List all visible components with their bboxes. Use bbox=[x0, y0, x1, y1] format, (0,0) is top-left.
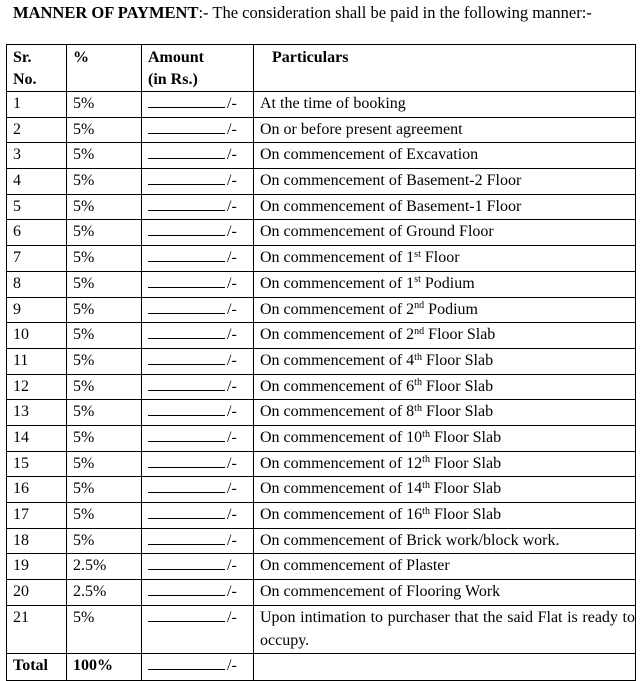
cell-particulars: On commencement of Basement-1 Floor bbox=[254, 194, 636, 220]
table-row bbox=[7, 374, 636, 400]
amount-suffix: /- bbox=[227, 656, 237, 674]
cell-particulars: On commencement of Excavation bbox=[254, 143, 636, 169]
amount-suffix: /- bbox=[227, 506, 237, 523]
table-row bbox=[7, 92, 636, 118]
cell-sr-no: 19 bbox=[7, 554, 67, 580]
cell-percent: 5% bbox=[67, 503, 142, 529]
cell-percent: 5% bbox=[67, 528, 142, 554]
header-amount: Amount (in Rs.) bbox=[142, 45, 254, 92]
cell-particulars: On commencement of 6th Floor Slab bbox=[254, 374, 636, 400]
amount-suffix: /- bbox=[227, 120, 237, 138]
cell-particulars: On commencement of 12th Floor Slab bbox=[254, 451, 636, 477]
cell-percent: 5% bbox=[67, 374, 142, 400]
table-row bbox=[7, 605, 636, 653]
table-row bbox=[7, 503, 636, 529]
table-row bbox=[7, 425, 636, 451]
amount-blank-line bbox=[148, 323, 225, 339]
cell-amount-blank bbox=[142, 425, 254, 451]
cell-sr-no: 3 bbox=[7, 143, 67, 169]
amount-suffix: /- bbox=[227, 95, 237, 112]
amount-suffix: /- bbox=[227, 351, 237, 369]
amount-blank-line bbox=[148, 529, 225, 545]
cell-percent: 5% bbox=[67, 477, 142, 503]
cell-amount-blank bbox=[142, 194, 254, 220]
cell-sr-no: 14 bbox=[7, 425, 67, 451]
amount-blank-line bbox=[148, 606, 225, 622]
cell-particulars: On commencement of 1st Podium bbox=[254, 271, 636, 297]
amount-blank-line bbox=[148, 503, 225, 519]
cell-sr-no: 20 bbox=[7, 580, 67, 606]
amount-blank-line bbox=[148, 400, 225, 416]
cell-amount-blank bbox=[142, 271, 254, 297]
total-percent: 100% bbox=[67, 653, 142, 680]
amount-suffix: /- bbox=[227, 454, 237, 472]
cell-percent: 5% bbox=[67, 92, 142, 118]
cell-particulars: On or before present agreement bbox=[254, 117, 636, 143]
cell-particulars: On commencement of Flooring Work bbox=[254, 580, 636, 606]
amount-blank-line bbox=[148, 220, 225, 236]
cell-particulars: At the time of booking bbox=[254, 92, 636, 118]
cell-amount-blank bbox=[142, 503, 254, 529]
table-row bbox=[7, 554, 636, 580]
table-row bbox=[7, 477, 636, 503]
table-row bbox=[7, 220, 636, 246]
cell-percent: 5% bbox=[67, 220, 142, 246]
table-row bbox=[7, 348, 636, 374]
cell-percent: 5% bbox=[67, 605, 142, 653]
cell-percent: 5% bbox=[67, 194, 142, 220]
cell-percent: 5% bbox=[67, 400, 142, 426]
table-row bbox=[7, 143, 636, 169]
cell-percent: 5% bbox=[67, 169, 142, 195]
cell-amount-blank bbox=[142, 143, 254, 169]
amount-blank-line bbox=[148, 477, 225, 493]
table-header-row bbox=[7, 45, 636, 92]
cell-particulars: On commencement of 10th Floor Slab bbox=[254, 425, 636, 451]
header-particulars: Particulars bbox=[254, 45, 636, 92]
cell-sr-no: 13 bbox=[7, 400, 67, 426]
amount-suffix: /- bbox=[227, 172, 237, 190]
cell-amount-blank bbox=[142, 477, 254, 503]
table-row bbox=[7, 580, 636, 606]
amount-suffix: /- bbox=[227, 557, 237, 575]
cell-sr-no: 11 bbox=[7, 348, 67, 374]
cell-particulars: On commencement of 8th Floor Slab bbox=[254, 400, 636, 426]
cell-particulars: On commencement of Ground Floor bbox=[254, 220, 636, 246]
header-sr-no: Sr. No. bbox=[7, 45, 67, 92]
amount-blank-line bbox=[148, 580, 225, 596]
table-row bbox=[7, 271, 636, 297]
heading-bold-label: MANNER OF PAYMENT bbox=[13, 3, 199, 22]
cell-percent: 5% bbox=[67, 323, 142, 349]
amount-blank-line bbox=[148, 452, 225, 468]
amount-suffix: /- bbox=[227, 146, 237, 164]
table-row bbox=[7, 246, 636, 272]
amount-suffix: /- bbox=[227, 197, 237, 215]
cell-sr-no: 15 bbox=[7, 451, 67, 477]
cell-sr-no: 16 bbox=[7, 477, 67, 503]
cell-sr-no: 12 bbox=[7, 374, 67, 400]
cell-amount-blank bbox=[142, 92, 254, 118]
cell-amount-blank bbox=[142, 528, 254, 554]
cell-percent: 5% bbox=[67, 271, 142, 297]
cell-percent: 2.5% bbox=[67, 580, 142, 606]
cell-sr-no: 18 bbox=[7, 528, 67, 554]
cell-sr-no: 21 bbox=[7, 605, 67, 653]
amount-blank-line bbox=[148, 426, 225, 442]
cell-percent: 5% bbox=[67, 246, 142, 272]
amount-blank-line bbox=[148, 298, 225, 314]
cell-particulars: On commencement of Brick work/block work. bbox=[254, 528, 636, 554]
cell-particulars: On commencement of 16th Floor Slab bbox=[254, 503, 636, 529]
cell-percent: 5% bbox=[67, 143, 142, 169]
amount-blank-line bbox=[148, 169, 225, 185]
amount-suffix: /- bbox=[227, 377, 237, 395]
amount-blank-line bbox=[148, 554, 225, 570]
cell-amount-blank bbox=[142, 323, 254, 349]
cell-amount-blank bbox=[142, 374, 254, 400]
amount-blank-line bbox=[148, 92, 225, 108]
amount-suffix: /- bbox=[227, 326, 237, 344]
cell-amount-blank bbox=[142, 220, 254, 246]
cell-amount-blank bbox=[142, 605, 254, 653]
amount-suffix: /- bbox=[227, 608, 237, 626]
amount-blank-line bbox=[148, 118, 225, 134]
total-particulars-empty bbox=[254, 653, 636, 680]
cell-percent: 5% bbox=[67, 348, 142, 374]
amount-blank-line bbox=[148, 143, 225, 159]
amount-suffix: /- bbox=[227, 249, 237, 267]
cell-amount-blank bbox=[142, 554, 254, 580]
cell-percent: 2.5% bbox=[67, 554, 142, 580]
amount-blank-line bbox=[148, 349, 225, 365]
cell-particulars: On commencement of Plaster bbox=[254, 554, 636, 580]
cell-particulars: On commencement of Basement-2 Floor bbox=[254, 169, 636, 195]
amount-suffix: /- bbox=[227, 531, 237, 549]
table-row bbox=[7, 117, 636, 143]
table-row bbox=[7, 528, 636, 554]
amount-suffix: /- bbox=[227, 274, 237, 292]
table-row bbox=[7, 194, 636, 220]
cell-amount-blank bbox=[142, 451, 254, 477]
cell-percent: 5% bbox=[67, 117, 142, 143]
table-row bbox=[7, 323, 636, 349]
amount-blank-line bbox=[148, 272, 225, 288]
cell-amount-blank bbox=[142, 246, 254, 272]
cell-sr-no: 1 bbox=[7, 92, 67, 118]
table-row bbox=[7, 297, 636, 323]
payment-schedule-table bbox=[6, 44, 636, 681]
amount-suffix: /- bbox=[227, 300, 237, 318]
amount-suffix: /- bbox=[227, 428, 237, 446]
cell-particulars: On commencement of 14th Floor Slab bbox=[254, 477, 636, 503]
cell-sr-no: 2 bbox=[7, 117, 67, 143]
cell-sr-no: 6 bbox=[7, 220, 67, 246]
amount-blank-line bbox=[148, 654, 225, 670]
cell-amount-blank bbox=[142, 169, 254, 195]
cell-particulars: On commencement of 1st Floor bbox=[254, 246, 636, 272]
cell-amount-blank bbox=[142, 117, 254, 143]
cell-sr-no: 4 bbox=[7, 169, 67, 195]
cell-percent: 5% bbox=[67, 297, 142, 323]
amount-blank-line bbox=[148, 375, 225, 391]
heading-text: :- The consideration shall be paid in the following manner:- bbox=[198, 3, 592, 22]
amount-blank-line bbox=[148, 246, 225, 262]
amount-suffix: /- bbox=[227, 480, 237, 498]
cell-percent: 5% bbox=[67, 425, 142, 451]
cell-particulars: On commencement of 2nd Podium bbox=[254, 297, 636, 323]
cell-amount-blank bbox=[142, 297, 254, 323]
table-row bbox=[7, 451, 636, 477]
cell-particulars: On commencement of 2nd Floor Slab bbox=[254, 323, 636, 349]
amount-suffix: /- bbox=[227, 223, 237, 241]
cell-sr-no: 10 bbox=[7, 323, 67, 349]
amount-suffix: /- bbox=[227, 403, 237, 421]
header-percent: % bbox=[67, 45, 142, 92]
section-heading bbox=[13, 3, 592, 23]
cell-particulars: Upon intimation to purchaser that the said Flat is ready to occupy. bbox=[254, 605, 636, 653]
total-amount-blank bbox=[142, 653, 254, 680]
cell-particulars: On commencement of 4th Floor Slab bbox=[254, 348, 636, 374]
cell-sr-no: 17 bbox=[7, 503, 67, 529]
table-row bbox=[7, 400, 636, 426]
amount-suffix: /- bbox=[227, 583, 237, 601]
table-row bbox=[7, 169, 636, 195]
total-row bbox=[7, 653, 636, 680]
amount-blank-line bbox=[148, 195, 225, 211]
cell-sr-no: 5 bbox=[7, 194, 67, 220]
cell-amount-blank bbox=[142, 400, 254, 426]
cell-percent: 5% bbox=[67, 451, 142, 477]
cell-amount-blank bbox=[142, 348, 254, 374]
cell-sr-no: 9 bbox=[7, 297, 67, 323]
cell-amount-blank bbox=[142, 580, 254, 606]
cell-sr-no: 7 bbox=[7, 246, 67, 272]
cell-sr-no: 8 bbox=[7, 271, 67, 297]
total-label: Total bbox=[7, 653, 67, 680]
